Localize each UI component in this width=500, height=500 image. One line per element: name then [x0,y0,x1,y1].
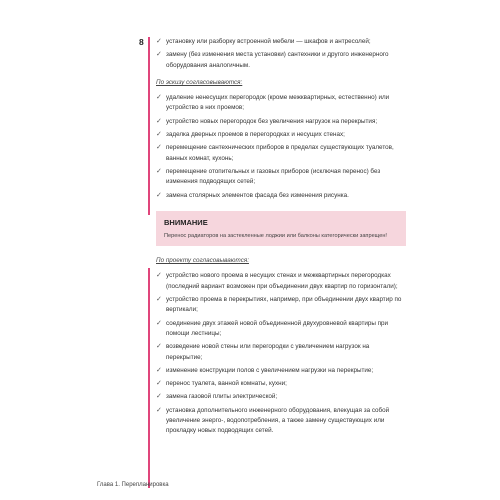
list-item-text: установку или разборку встроенной мебели — шкафов и антресолей; [166,38,371,45]
checkmark-icon: ✓ [156,51,162,59]
page-number: 8 [139,37,144,47]
list-project [156,271,406,436]
list-item-text: перемещение сантехнических приборов в пределах существующих туалетов, ванных комнат, кухонь; [166,144,394,162]
list-item [156,50,406,71]
list-item [156,130,406,140]
checkmark-icon: ✓ [156,366,162,374]
checkmark-icon: ✓ [156,117,162,125]
checkmark-icon: ✓ [156,406,162,414]
list-item [156,93,406,114]
project-heading: По проекту согласовываются: [156,257,249,265]
warning-box [156,211,406,246]
list-item [156,379,406,389]
list-item-text: устройство проема в перекрытиях, например, при объединении двух квартир по вертикали; [166,296,402,314]
list-item-text: устройство нового проема в несущих стенах и межквартирных перегородках (последний вариант возможен при объединении двух квартир по горизонтали); [166,272,398,290]
warning-title: ВНИМАНИЕ [164,217,208,227]
list-item [156,406,406,437]
checkmark-icon: ✓ [156,131,162,139]
margin-rule-bottom [148,268,150,488]
list-item [156,117,406,127]
checkmark-icon: ✓ [156,343,162,351]
list-item-text: удаление ненесущих перегородок (кроме межквартирных, естественно) или устройство в них проемов; [166,94,390,112]
list-item [156,191,406,201]
list-item [156,167,406,188]
page-content [156,37,406,440]
list-item [156,271,406,292]
warning-text: Перенос радиаторов на застекленные лоджии или балконы категорически запрещен! [164,233,387,240]
list-item-text: заделка дверных проемов в перегородках и несущих стенах; [166,131,345,139]
list-item-text: соединение двух этажей новой объединенной двухуровневой квартиры при помощи лестницы; [166,319,389,337]
list-item [156,295,406,316]
checkmark-icon: ✓ [156,296,162,304]
checkmark-icon: ✓ [156,380,162,388]
checkmark-icon: ✓ [156,393,162,401]
chapter-label: Глава 1. Перепланировка [97,482,169,488]
checkmark-icon: ✓ [156,144,162,152]
list-top [156,37,406,71]
list-item-text: возведение новой стены или перегородки с увеличением нагрузок на перекрытие; [166,343,370,361]
list-item-text: замену (без изменения места установки) сантехники и другого инженерного оборудования аналогичным. [166,51,389,69]
checkmark-icon: ✓ [156,272,162,280]
checkmark-icon: ✓ [156,191,162,199]
list-item-text: устройство новых перегородок без увеличения нагрузок на перекрытия; [166,117,378,125]
list-item [156,392,406,402]
list-item-text: перемещение отопительных и газовых приборов (исключая перенос) без изменения подводящих сетей; [166,167,381,186]
checkmark-icon: ✓ [156,38,162,45]
list-item [156,366,406,376]
checkmark-icon: ✓ [156,167,162,175]
list-item-text: замена газовой плиты электрической; [166,393,278,401]
list-item-text: перенос туалета, ванной комнаты, кухни; [166,380,287,388]
list-sketch [156,93,406,201]
list-item [156,143,406,164]
list-item-text: изменение конструкции полов с увеличением нагрузки на перекрытие; [166,366,374,374]
list-item [156,37,406,47]
list-item [156,319,406,340]
checkmark-icon: ✓ [156,319,162,327]
sketch-heading: По эскизу согласовываются: [156,78,243,86]
checkmark-icon: ✓ [156,94,162,102]
list-item-text: замена столярных элементов фасада без изменения рисунка. [166,191,349,199]
margin-rule-top [148,37,150,215]
list-item [156,342,406,363]
list-item-text: установка дополнительного инженерного оборудования, влекущая за собой увеличение энерго-, водопотребления, а также замену существующих или прокладку новых подводящих сетей. [166,406,390,435]
